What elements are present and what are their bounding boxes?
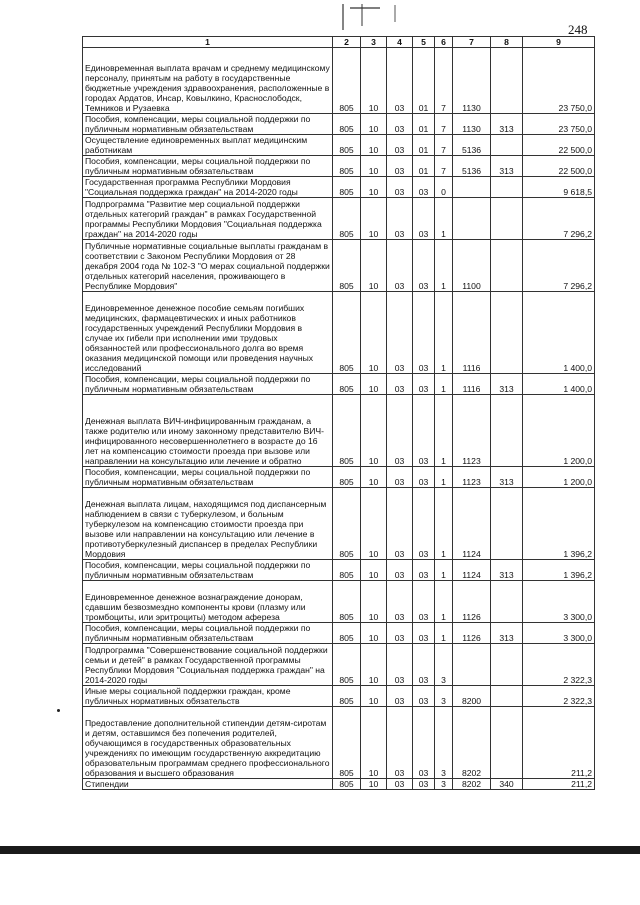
row-code-3: 10 <box>361 623 387 644</box>
row-code-8: 313 <box>491 114 523 135</box>
row-amount: 1 400,0 <box>523 374 595 395</box>
row-name: Единовременная выплата врачам и среднему медицинскому персоналу, принятым на работу в государственные бюджетные учреждения здравоохранения, расположенные в городах Ардатов, Инсар, Ковылкино, Краснослободск, Темников и Рузаевка <box>83 48 333 114</box>
row-code-2: 805 <box>333 581 361 623</box>
row-code-4: 03 <box>387 581 413 623</box>
row-code-5: 03 <box>413 560 435 581</box>
row-code-8: 313 <box>491 623 523 644</box>
row-code-6: 1 <box>435 292 453 374</box>
row-code-7: 1130 <box>453 48 491 114</box>
row-code-5: 03 <box>413 198 435 240</box>
row-code-5: 03 <box>413 467 435 488</box>
row-code-4: 03 <box>387 114 413 135</box>
row-code-4: 03 <box>387 135 413 156</box>
table-row <box>83 488 595 560</box>
row-code-6: 0 <box>435 177 453 198</box>
row-code-8 <box>491 644 523 686</box>
row-code-7: 1123 <box>453 467 491 488</box>
table-row <box>83 395 595 467</box>
header-col-8: 8 <box>491 37 523 48</box>
row-code-5: 03 <box>413 488 435 560</box>
row-code-7: 1100 <box>453 240 491 292</box>
row-code-4: 03 <box>387 177 413 198</box>
row-code-2: 805 <box>333 644 361 686</box>
row-code-5: 03 <box>413 644 435 686</box>
row-code-8 <box>491 177 523 198</box>
row-name: Предоставление дополнительной стипендии детям-сиротам и детям, оставшимся без попечения родителей, обучающимся в государственных образовательных учреждениях по имеющим государственную аккредитацию образовательным программам среднего профессионального образования и высшего образования <box>83 707 333 779</box>
row-amount: 1 396,2 <box>523 488 595 560</box>
row-amount: 1 400,0 <box>523 292 595 374</box>
row-code-8 <box>491 395 523 467</box>
table-row <box>83 623 595 644</box>
row-name: Пособия, компенсации, меры социальной поддержки по публичным нормативным обязательствам <box>83 467 333 488</box>
row-code-2: 805 <box>333 707 361 779</box>
table-row <box>83 560 595 581</box>
row-name: Подпрограмма "Развитие мер социальной поддержки отдельных категорий граждан" в рамках Государственной программы Республики Мордовия "Социальная поддержка граждан" на 2014-2020 годы <box>83 198 333 240</box>
row-amount: 211,2 <box>523 779 595 790</box>
row-code-8 <box>491 135 523 156</box>
row-code-6: 3 <box>435 686 453 707</box>
row-code-3: 10 <box>361 374 387 395</box>
row-code-4: 03 <box>387 198 413 240</box>
row-code-6: 3 <box>435 779 453 790</box>
row-code-6: 1 <box>435 623 453 644</box>
table-row <box>83 374 595 395</box>
row-amount: 1 200,0 <box>523 395 595 467</box>
scan-marks <box>340 2 400 32</box>
table-row <box>83 467 595 488</box>
row-name: Пособия, компенсации, меры социальной поддержки по публичным нормативным обязательствам <box>83 623 333 644</box>
row-amount: 22 500,0 <box>523 156 595 177</box>
row-code-8 <box>491 707 523 779</box>
row-amount: 1 396,2 <box>523 560 595 581</box>
row-amount: 23 750,0 <box>523 114 595 135</box>
row-code-8 <box>491 488 523 560</box>
row-code-7: 1116 <box>453 292 491 374</box>
table-row <box>83 240 595 292</box>
row-code-6: 1 <box>435 560 453 581</box>
row-name: Стипендии <box>83 779 333 790</box>
row-code-6: 3 <box>435 707 453 779</box>
table-row <box>83 198 595 240</box>
row-code-3: 10 <box>361 467 387 488</box>
row-name: Осуществление единовременных выплат медицинским работникам <box>83 135 333 156</box>
row-code-8 <box>491 686 523 707</box>
row-code-5: 03 <box>413 374 435 395</box>
row-code-2: 805 <box>333 48 361 114</box>
row-code-4: 03 <box>387 292 413 374</box>
row-code-2: 805 <box>333 198 361 240</box>
row-code-8: 340 <box>491 779 523 790</box>
header-col-2: 2 <box>333 37 361 48</box>
page-number: 248 <box>568 22 588 37</box>
row-code-5: 03 <box>413 779 435 790</box>
row-code-3: 10 <box>361 240 387 292</box>
row-name: Единовременное денежное вознаграждение донорам, сдавшим безвозмездно компоненты крови (плазму или тромбоциты, или эритроциты) методом афереза <box>83 581 333 623</box>
row-name: Пособия, компенсации, меры социальной поддержки по публичным нормативным обязательствам <box>83 374 333 395</box>
row-code-5: 03 <box>413 240 435 292</box>
budget-table <box>82 36 595 790</box>
row-code-5: 03 <box>413 581 435 623</box>
row-code-6: 1 <box>435 240 453 292</box>
row-code-7 <box>453 177 491 198</box>
row-code-7: 1130 <box>453 114 491 135</box>
row-code-3: 10 <box>361 644 387 686</box>
row-code-4: 03 <box>387 48 413 114</box>
table-header-row <box>83 37 595 48</box>
row-code-4: 03 <box>387 395 413 467</box>
row-code-5: 01 <box>413 114 435 135</box>
row-amount: 2 322,3 <box>523 686 595 707</box>
row-code-6: 1 <box>435 581 453 623</box>
row-code-3: 10 <box>361 488 387 560</box>
row-code-2: 805 <box>333 560 361 581</box>
row-code-7: 1124 <box>453 560 491 581</box>
row-code-7 <box>453 644 491 686</box>
scan-marks-graphic <box>340 2 400 32</box>
row-code-4: 03 <box>387 240 413 292</box>
row-code-7: 5136 <box>453 156 491 177</box>
row-code-3: 10 <box>361 48 387 114</box>
row-code-3: 10 <box>361 292 387 374</box>
row-code-3: 10 <box>361 156 387 177</box>
row-code-5: 01 <box>413 156 435 177</box>
table-row <box>83 135 595 156</box>
row-code-2: 805 <box>333 240 361 292</box>
row-code-5: 01 <box>413 135 435 156</box>
row-code-5: 03 <box>413 686 435 707</box>
row-code-2: 805 <box>333 177 361 198</box>
row-code-7: 8202 <box>453 779 491 790</box>
row-code-4: 03 <box>387 623 413 644</box>
row-code-7: 1123 <box>453 395 491 467</box>
row-code-7: 8200 <box>453 686 491 707</box>
header-col-9: 9 <box>523 37 595 48</box>
row-amount: 211,2 <box>523 707 595 779</box>
row-code-2: 805 <box>333 374 361 395</box>
row-code-7: 1124 <box>453 488 491 560</box>
row-amount: 23 750,0 <box>523 48 595 114</box>
row-code-4: 03 <box>387 779 413 790</box>
row-code-5: 03 <box>413 623 435 644</box>
row-code-4: 03 <box>387 488 413 560</box>
row-code-3: 10 <box>361 114 387 135</box>
row-code-7: 1126 <box>453 581 491 623</box>
table-row <box>83 114 595 135</box>
row-code-6: 1 <box>435 374 453 395</box>
header-col-6: 6 <box>435 37 453 48</box>
margin-dot <box>57 709 60 712</box>
row-code-8: 313 <box>491 156 523 177</box>
row-code-3: 10 <box>361 581 387 623</box>
row-code-6: 7 <box>435 156 453 177</box>
row-code-4: 03 <box>387 707 413 779</box>
table-row <box>83 707 595 779</box>
row-code-8 <box>491 198 523 240</box>
row-amount: 22 500,0 <box>523 135 595 156</box>
row-code-7: 5136 <box>453 135 491 156</box>
row-code-3: 10 <box>361 707 387 779</box>
row-code-8 <box>491 581 523 623</box>
row-code-6: 1 <box>435 198 453 240</box>
row-code-8: 313 <box>491 560 523 581</box>
row-code-4: 03 <box>387 644 413 686</box>
row-name: Государственная программа Республики Мордовия "Социальная поддержка граждан" на 2014-2020 годы <box>83 177 333 198</box>
row-code-2: 805 <box>333 156 361 177</box>
row-name: Иные меры социальной поддержки граждан, кроме публичных нормативных обязательств <box>83 686 333 707</box>
row-code-5: 03 <box>413 292 435 374</box>
row-code-4: 03 <box>387 560 413 581</box>
row-code-6: 7 <box>435 114 453 135</box>
header-col-3: 3 <box>361 37 387 48</box>
row-code-7: 8202 <box>453 707 491 779</box>
row-code-2: 805 <box>333 488 361 560</box>
row-code-4: 03 <box>387 156 413 177</box>
row-code-6: 1 <box>435 467 453 488</box>
row-code-3: 10 <box>361 135 387 156</box>
row-code-8 <box>491 48 523 114</box>
row-code-8 <box>491 292 523 374</box>
row-code-3: 10 <box>361 779 387 790</box>
row-code-8: 313 <box>491 374 523 395</box>
row-amount: 3 300,0 <box>523 581 595 623</box>
row-name: Публичные нормативные социальные выплаты гражданам в соответствии с Законом Республики Мордовия от 28 декабря 2004 года № 102-З "О мерах социальной поддержки отдельных категорий населения, проживающего в Республике Мордовия" <box>83 240 333 292</box>
row-code-2: 805 <box>333 135 361 156</box>
row-code-3: 10 <box>361 177 387 198</box>
row-code-5: 03 <box>413 177 435 198</box>
row-code-3: 10 <box>361 395 387 467</box>
header-col-5: 5 <box>413 37 435 48</box>
row-amount: 7 296,2 <box>523 240 595 292</box>
row-code-2: 805 <box>333 467 361 488</box>
row-code-5: 03 <box>413 707 435 779</box>
row-name: Денежная выплата лицам, находящимся под диспансерным наблюдением в связи с туберкулезом, и больным туберкулезом на компенсацию стоимости проезда при вызове или направлении на консультацию или лечение в противотуберкулезный диспансер в пределах Республики Мордовия <box>83 488 333 560</box>
row-code-3: 10 <box>361 686 387 707</box>
row-code-4: 03 <box>387 686 413 707</box>
row-code-2: 805 <box>333 779 361 790</box>
row-code-5: 01 <box>413 48 435 114</box>
table-body <box>83 48 595 790</box>
table-row <box>83 48 595 114</box>
row-name: Пособия, компенсации, меры социальной поддержки по публичным нормативным обязательствам <box>83 156 333 177</box>
row-code-4: 03 <box>387 374 413 395</box>
table-row <box>83 177 595 198</box>
header-col-7: 7 <box>453 37 491 48</box>
table-row <box>83 581 595 623</box>
row-code-4: 03 <box>387 467 413 488</box>
row-code-8 <box>491 240 523 292</box>
row-code-6: 7 <box>435 135 453 156</box>
table-row <box>83 292 595 374</box>
row-code-3: 10 <box>361 560 387 581</box>
row-code-6: 3 <box>435 644 453 686</box>
table-row <box>83 686 595 707</box>
row-amount: 7 296,2 <box>523 198 595 240</box>
row-code-5: 03 <box>413 395 435 467</box>
row-code-3: 10 <box>361 198 387 240</box>
row-name: Единовременное денежное пособие семьям погибших медицинских, фармацевтических и иных работников государственных учреждений Республики Мордовия в случае их гибели при исполнении ими трудовых обязанностей или профессионального долга во время оказания медицинской помощи или проведения научных исследований <box>83 292 333 374</box>
row-name: Пособия, компенсации, меры социальной поддержки по публичным нормативным обязательствам <box>83 560 333 581</box>
row-code-2: 805 <box>333 114 361 135</box>
row-code-2: 805 <box>333 292 361 374</box>
row-code-2: 805 <box>333 395 361 467</box>
row-name: Пособия, компенсации, меры социальной поддержки по публичным нормативным обязательствам <box>83 114 333 135</box>
row-code-2: 805 <box>333 623 361 644</box>
row-name: Подпрограмма "Совершенствование социальной поддержки семьи и детей" в рамках Государственной программы Республики Мордовия "Социальная поддержка граждан" на 2014-2020 годы <box>83 644 333 686</box>
header-col-4: 4 <box>387 37 413 48</box>
row-amount: 1 200,0 <box>523 467 595 488</box>
row-code-6: 1 <box>435 395 453 467</box>
table-row <box>83 779 595 790</box>
table-row <box>83 156 595 177</box>
row-code-7: 1126 <box>453 623 491 644</box>
row-name: Денежная выплата ВИЧ-инфицированным гражданам, а также родителю или иному законному представителю ВИЧ-инфицированного несовершеннолетнего в возрасте до 16 лет на компенсацию стоимости проезда при вызове или направлении на консультацию или лечение и обратно <box>83 395 333 467</box>
row-code-6: 1 <box>435 488 453 560</box>
row-code-6: 7 <box>435 48 453 114</box>
row-amount: 9 618,5 <box>523 177 595 198</box>
row-code-7: 1116 <box>453 374 491 395</box>
table-row <box>83 644 595 686</box>
row-code-2: 805 <box>333 686 361 707</box>
row-code-8: 313 <box>491 467 523 488</box>
scan-bottom-border <box>0 846 640 854</box>
header-col-1: 1 <box>83 37 333 48</box>
row-amount: 3 300,0 <box>523 623 595 644</box>
row-amount: 2 322,3 <box>523 644 595 686</box>
row-code-7 <box>453 198 491 240</box>
